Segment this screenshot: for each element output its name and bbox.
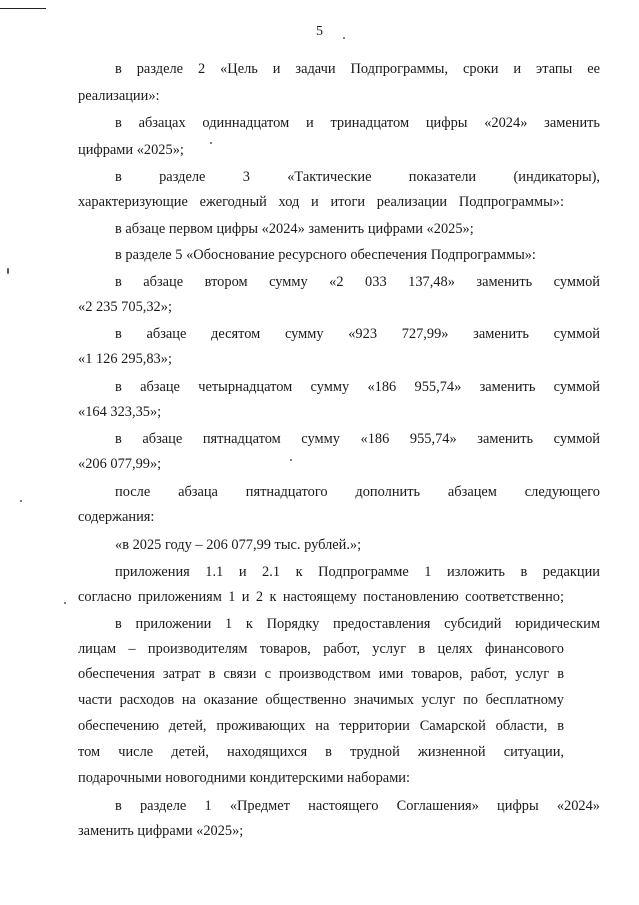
paragraph-line: содержания: xyxy=(78,509,155,525)
paragraph-line: в разделе 5 «Обоснование ресурсного обеспечения Подпрограммы»: xyxy=(115,247,536,263)
paragraph-line: характеризующие ежегодный ход и итоги реализации Подпрограммы»: xyxy=(78,194,564,210)
paragraph-line: «206 077,99»; xyxy=(78,456,162,472)
paragraph-line: в абзаце первом цифры «2024» заменить цифрами «2025»; xyxy=(115,221,474,237)
page-number: 5 xyxy=(316,24,323,39)
scan-speck xyxy=(210,142,212,144)
paragraph-line: после абзаца пятнадцатого дополнить абзацем следующего xyxy=(115,484,600,500)
paragraph-line: «в 2025 году – 206 077,99 тыс. рублей.»; xyxy=(115,537,362,553)
paragraph-line: обеспечения затрат в связи с производством ими товаров, работ, услуг в xyxy=(78,666,564,682)
paragraph-line: согласно приложениям 1 и 2 к настоящему постановлению соответственно; xyxy=(78,589,564,605)
paragraph-line: лицам – производителям товаров, работ, услуг в целях финансового xyxy=(78,641,564,657)
paragraph-line: реализации»: xyxy=(78,88,160,104)
paragraph-line: «1 126 295,83»; xyxy=(78,351,172,367)
paragraph-line: в абзацах одиннадцатом и тринадцатом цифры «2024» заменить xyxy=(115,115,600,131)
paragraph-line: приложения 1.1 и 2.1 к Подпрограмме 1 изложить в редакции xyxy=(115,564,600,580)
scan-speck xyxy=(20,500,22,502)
paragraph-line: в приложении 1 к Порядку предоставления субсидий юридическим xyxy=(115,616,600,632)
paragraph-line: в абзаце пятнадцатом сумму «186 955,74» заменить суммой xyxy=(115,431,600,447)
scan-speck xyxy=(7,268,9,274)
paragraph-line: части расходов на оказание общественно значимых услуг по бесплатному xyxy=(78,692,564,708)
scan-speck xyxy=(290,459,292,461)
paragraph-line: в разделе 1 «Предмет настоящего Соглашения» цифры «2024» xyxy=(115,798,600,814)
paragraph-line: в абзаце четырнадцатом сумму «186 955,74» заменить суммой xyxy=(115,379,600,395)
paragraph-line: «164 323,35»; xyxy=(78,404,162,420)
paragraph-line: в абзаце десятом сумму «923 727,99» заменить суммой xyxy=(115,326,600,342)
paragraph-line: в разделе 2 «Цель и задачи Подпрограммы, сроки и этапы ее xyxy=(115,61,600,77)
scan-corner-mark xyxy=(0,8,46,9)
paragraph-line: подарочными новогодними кондитерскими наборами: xyxy=(78,770,410,786)
scan-speck xyxy=(343,37,345,39)
paragraph-line: том числе детей, находящихся в трудной жизненной ситуации, xyxy=(78,744,564,760)
paragraph-line: цифрами «2025»; xyxy=(78,142,184,158)
paragraph-line: в разделе 3 «Тактические показатели (индикаторы), xyxy=(115,169,600,185)
paragraph-line: «2 235 705,32»; xyxy=(78,299,172,315)
scan-speck xyxy=(64,602,66,604)
paragraph-line: в абзаце втором сумму «2 033 137,48» заменить суммой xyxy=(115,274,600,290)
paragraph-line: заменить цифрами «2025»; xyxy=(78,823,244,839)
paragraph-line: обеспечению детей, проживающих на территории Самарской области, в xyxy=(78,718,564,734)
